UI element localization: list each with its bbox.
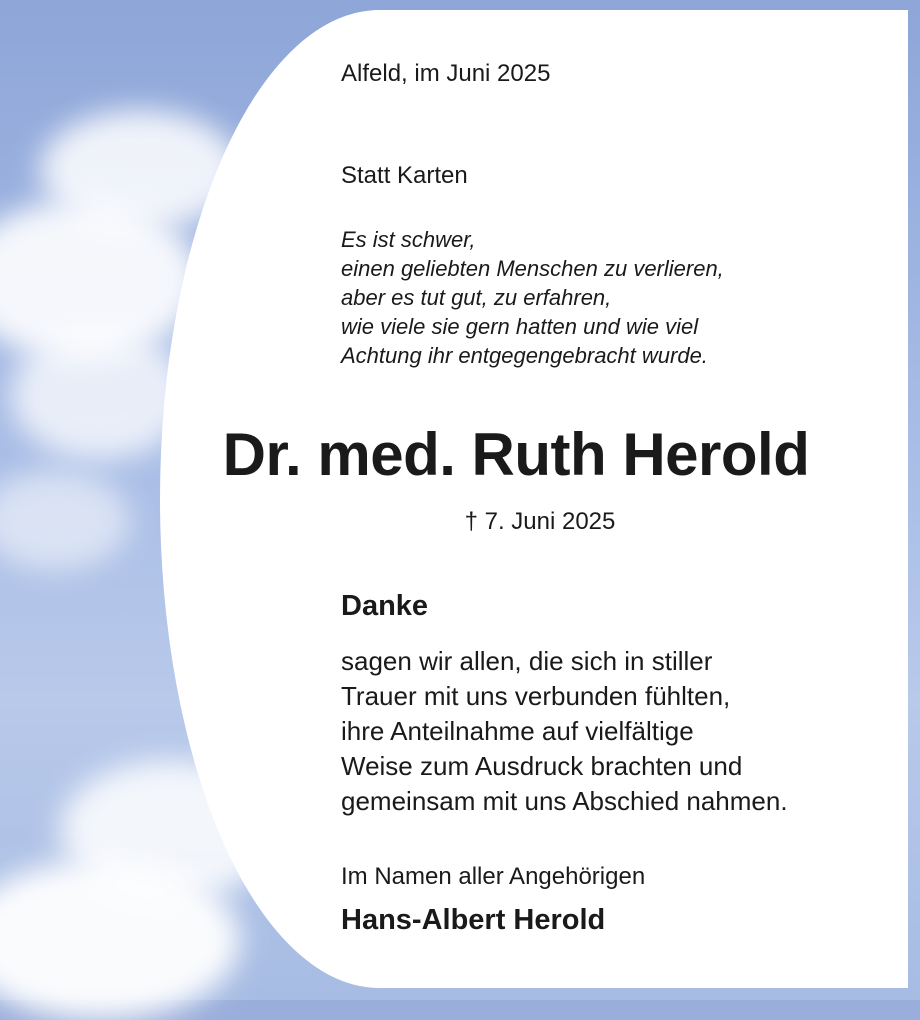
poem-line: Achtung ihr entgegengebracht wurde. — [341, 343, 708, 368]
poem-line: wie viele sie gern hatten und wie viel — [341, 314, 699, 339]
thanks-heading: Danke — [341, 590, 429, 622]
deceased-name: Dr. med. Ruth Herold — [222, 421, 810, 488]
death-date: † 7. Juni 2025 — [464, 508, 616, 535]
on-behalf-label: Im Namen aller Angehörigen — [341, 863, 646, 890]
signer-name: Hans-Albert Herold — [341, 904, 606, 936]
poem-line: aber es tut gut, zu erfahren, — [341, 285, 612, 310]
poem — [341, 225, 724, 370]
statt-karten-label: Statt Karten — [341, 162, 468, 189]
poem-line: einen geliebten Menschen zu verlieren, — [341, 256, 724, 281]
thanks-line: sagen wir allen, die sich in stiller — [341, 646, 713, 676]
thanks-line: Trauer mit uns verbunden fühlten, — [341, 681, 731, 711]
thanks-line: ihre Anteilnahme auf vielfältige — [341, 716, 694, 746]
place-date: Alfeld, im Juni 2025 — [341, 60, 551, 87]
thanks-text — [341, 644, 788, 819]
thanks-line: gemeinsam mit uns Abschied nahmen. — [341, 786, 788, 816]
poem-line: Es ist schwer, — [341, 227, 476, 252]
notice-panel — [160, 10, 908, 988]
thanks-line: Weise zum Ausdruck brachten und — [341, 751, 743, 781]
